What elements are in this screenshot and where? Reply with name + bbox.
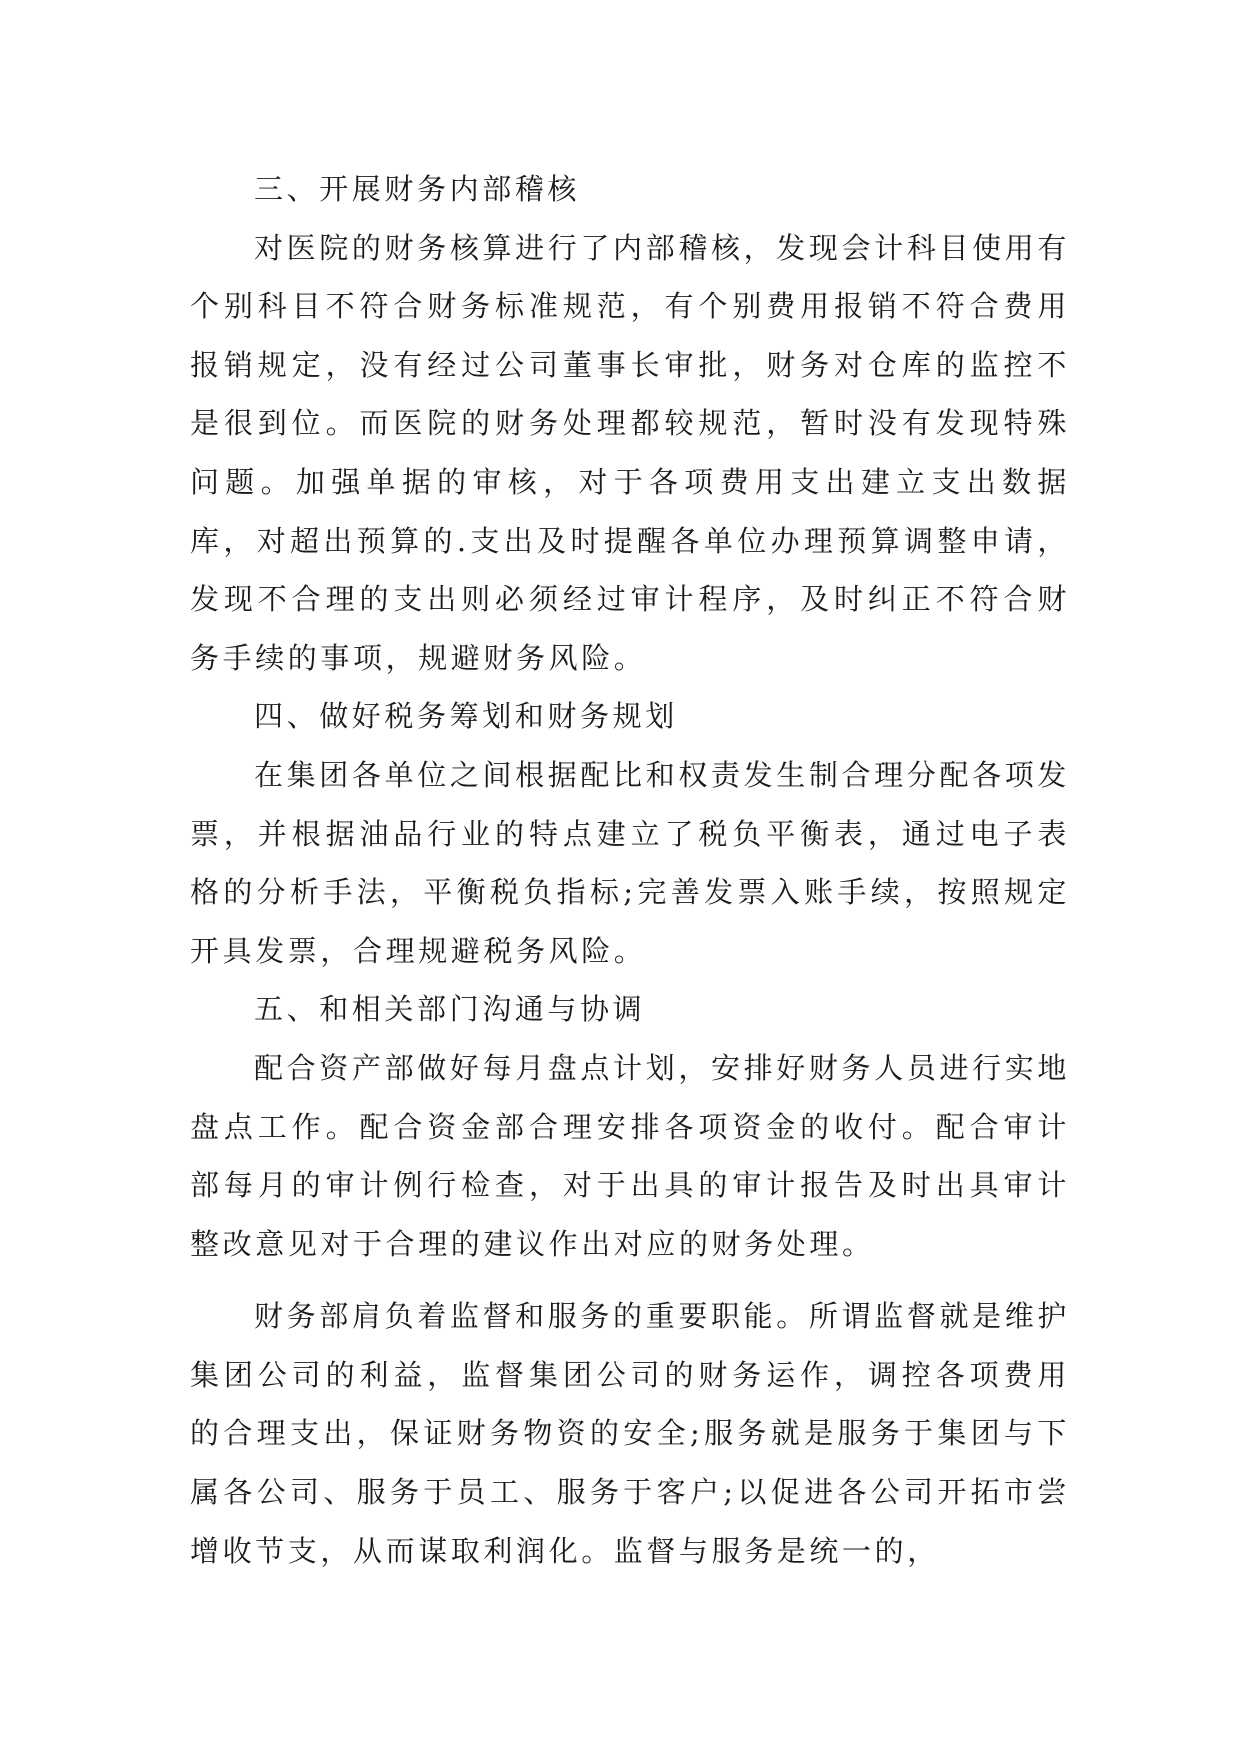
document-body [190, 160, 1070, 1580]
body-paragraph: 对医院的财务核算进行了内部稽核，发现会计科目使用有个别科目不符合财务标准规范，有个别费用报销不符合费用报销规定，没有经过公司董事长审批，财务对仓库的监控不是很到位。而医院的财务处理都较规范，暂时没有发现特殊问题。加强单据的审核，对于各项费用支出建立支出数据库，对超出预算的.支出及时提醒各单位办理预算调整申请，发现不合理的支出则必须经过审计程序，及时纠正不符合财务手续的事项，规避财务风险。 [190, 230, 1070, 675]
section-heading-3: 三、开展财务内部稽核 [254, 172, 581, 206]
section-heading-4: 四、做好税务筹划和财务规划 [254, 699, 678, 734]
body-paragraph: 在集团各单位之间根据配比和权责发生制合理分配各项发票，并根据油品行业的特点建立了税负平衡表，通过电子表格的分析手法，平衡税负指标;完善发票入账手续，按照规定开具发票，合理规避税务风险。 [190, 757, 1070, 968]
body-paragraph: 配合资产部做好每月盘点计划，安排好财务人员进行实地盘点工作。配合资金部合理安排各项资金的收付。配合审计部每月的审计例行检查，对于出具的审计报告及时出具审计整改意见对于合理的建议作出对应的财务处理。 [190, 1050, 1070, 1261]
section-heading-5: 五、和相关部门沟通与协调 [254, 992, 646, 1027]
body-paragraph: 财务部肩负着监督和服务的重要职能。所谓监督就是维护集团公司的利益，监督集团公司的财务运作，调控各项费用的合理支出，保证财务物资的安全;服务就是服务于集团与下属各公司、服务于员工、服务于客户;以促进各公司开拓市尝增收节支，从而谋取利润化。监督与服务是统一的， [190, 1299, 1070, 1568]
